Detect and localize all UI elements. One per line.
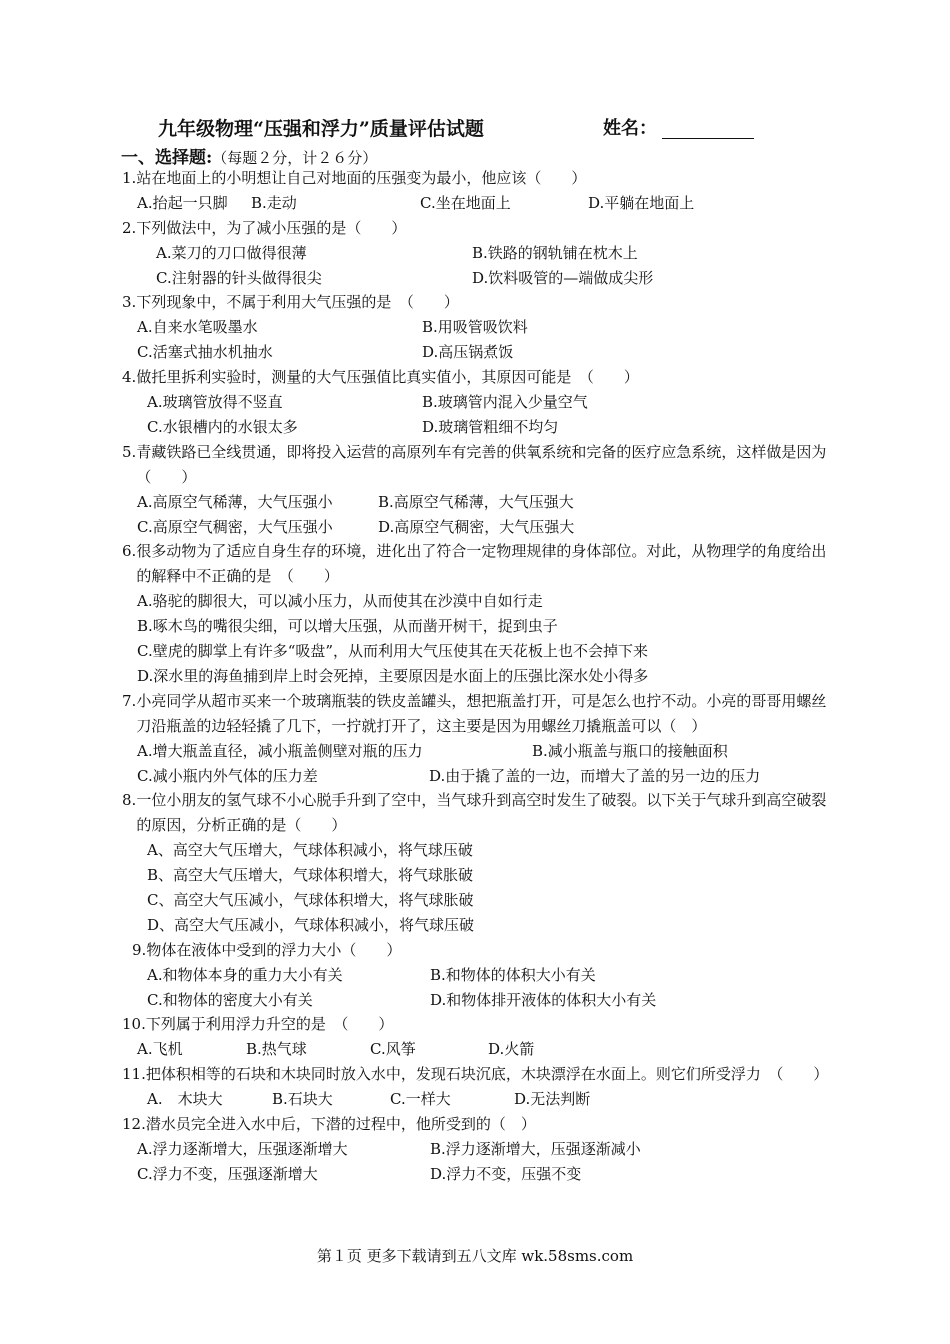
question-number: 11.	[122, 1065, 146, 1084]
option-d: D.高原空气稠密，大气压强大	[378, 517, 575, 536]
question-text: 物体在液体中受到的浮力大小（ ）	[146, 940, 402, 959]
name-label: 姓名：	[603, 118, 657, 139]
option-d: D.由于撬了盖的一边，而增大了盖的另一边的压力	[429, 766, 761, 785]
option-c: C.和物体的密度大小有关	[147, 990, 313, 1009]
page-title: 九年级物理“压强和浮力”质量评估试题	[158, 118, 484, 140]
option-b: B.走动	[251, 193, 297, 212]
option-c: C.一样大	[390, 1090, 451, 1109]
option-b: B.高原空气稀薄，大气压强大	[378, 492, 574, 511]
option-a: A.飞机	[137, 1040, 183, 1059]
option-a: A.浮力逐渐增大，压强逐渐增大	[137, 1139, 348, 1158]
question-text: 一位小朋友的氢气球不小心脱手升到了空中，当气球升到高空时发生了破裂。以下关于气球升到高空破裂的原因，分析正确的是（ ）	[136, 791, 827, 835]
option-b: B.热气球	[246, 1040, 307, 1059]
option-d: D.和物体排开液体的体积大小有关	[430, 990, 657, 1009]
option-a: A.高原空气稀薄，大气压强小	[137, 492, 333, 511]
option-a: A.抬起一只脚	[137, 193, 228, 212]
question-number: 5.	[122, 442, 137, 461]
option-d: D.深水里的海鱼捕到岸上时会死掉，主要原因是水面上的压强比深水处小得多	[137, 666, 649, 685]
option-a: A. 木块大	[147, 1090, 223, 1109]
question-1	[122, 166, 838, 216]
question-number: 9.	[132, 940, 147, 959]
option-c: C、高空大气压减小，气球体积增大，将气球胀破	[147, 891, 474, 910]
question-number: 2.	[122, 218, 137, 237]
option-b: B.减小瓶盖与瓶口的接触面积	[532, 741, 728, 760]
option-d: D.浮力不变，压强不变	[430, 1164, 582, 1183]
question-text: 下列做法中，为了减小压强的是（ ）	[136, 218, 407, 237]
question-text: 做托里拆利实验时，测量的大气压强值比真实值小，其原因可能是 （ ）	[136, 368, 639, 387]
question-10	[122, 1012, 838, 1062]
question-number: 1.	[122, 169, 137, 187]
question-text: 小亮同学从超市买来一个玻璃瓶装的铁皮盖罐头，想把瓶盖打开，可是怎么也拧不动。小亮的哥哥用螺丝刀沿瓶盖的边轻轻撬了几下，一拧就打开了，这主要是因为用螺丝刀撬瓶盖可以（ ）	[136, 691, 827, 735]
question-9	[122, 938, 838, 1013]
question-number: 4.	[122, 368, 137, 387]
option-b: B.用吸管吸饮料	[422, 318, 528, 337]
question-text: 把体积相等的石块和木块同时放入水中，发现石块沉底，木块漂浮在水面上。则它们所受浮力 （ ）	[145, 1065, 829, 1084]
question-text: 站在地面上的小明想让自己对地面的压强变为最小，他应该（ ）	[136, 169, 587, 187]
option-d: D.平躺在地面上	[588, 193, 695, 212]
option-b: B.和物体的体积大小有关	[430, 965, 596, 984]
section-header	[121, 143, 377, 168]
page-footer: 第１页 更多下载请到五八文库 wk.58sms.com	[316, 1247, 634, 1265]
question-number: 7.	[122, 691, 137, 710]
option-c: C.高原空气稠密，大气压强小	[137, 517, 333, 536]
option-c: C.减小瓶内外气体的压力差	[137, 766, 318, 785]
option-a: A.增大瓶盖直径，减小瓶盖侧壁对瓶的压力	[137, 741, 423, 760]
option-c: C.壁虎的脚掌上有许多“吸盘”，从而利用大气压使其在天花板上也不会掉下来	[137, 642, 649, 661]
option-b: B.浮力逐渐增大，压强逐渐减小	[430, 1139, 641, 1158]
question-3	[122, 290, 838, 365]
option-d: D.无法判断	[514, 1090, 591, 1109]
question-text: 潜水员完全进入水中后，下潜的过程中，他所受到的（ ）	[145, 1115, 536, 1134]
question-2	[122, 216, 838, 291]
question-7	[122, 689, 838, 789]
option-c: C.风筝	[370, 1040, 416, 1059]
option-c: C.注射器的针头做得很尖	[156, 268, 322, 287]
question-number: 3.	[122, 293, 137, 312]
question-6	[122, 539, 838, 688]
option-a: A.自来水笔吸墨水	[137, 318, 258, 337]
section-note: （每题２分，计２６分）	[212, 149, 378, 167]
title-row	[0, 114, 950, 142]
question-number: 6.	[122, 542, 137, 561]
option-a: A.菜刀的刀口做得很薄	[156, 243, 307, 262]
option-c: C.坐在地面上	[420, 193, 511, 212]
section-heading: 一、选择题:	[121, 148, 213, 168]
question-8	[122, 788, 838, 937]
option-b: B.铁路的钢轨铺在枕木上	[472, 243, 638, 262]
question-number: 8.	[122, 791, 137, 810]
question-12	[122, 1112, 838, 1187]
option-b: B.石块大	[272, 1090, 333, 1109]
option-d: D.火箭	[488, 1040, 535, 1059]
option-d: D、高空大气压减小，气球体积减小，将气球压破	[147, 915, 475, 934]
option-b: B.啄木鸟的嘴很尖细，可以增大压强，从而凿开树干，捉到虫子	[137, 617, 558, 636]
question-11	[122, 1062, 838, 1112]
option-d: D.玻璃管粗细不均匀	[422, 417, 559, 436]
question-text: 很多动物为了适应自身生存的环境，进化出了符合一定物理规律的身体部位。对此，从物理学的角度给出的解释中不正确的是 （ ）	[136, 542, 827, 586]
option-c: C.水银槽内的水银太多	[147, 417, 298, 436]
question-text: 下列现象中，不属于利用大气压强的是 （ ）	[136, 293, 459, 312]
option-b: B、高空大气压增大，气球体积增大，将气球胀破	[147, 866, 474, 885]
option-d: D.饮料吸管的—端做成尖形	[472, 268, 654, 287]
question-number: 10.	[122, 1015, 146, 1034]
option-a: A.骆驼的脚很大，可以减小压力，从而使其在沙漠中自如行走	[137, 592, 543, 611]
question-text: 青藏铁路已全线贯通，即将投入运营的高原列车有完善的供氧系统和完备的医疗应急系统，这样做是因为（ ）	[136, 442, 827, 486]
question-4	[122, 365, 838, 440]
option-b: B.玻璃管内混入少量空气	[422, 393, 588, 412]
name-blank-line	[662, 138, 754, 139]
option-d: D.高压锅煮饭	[422, 343, 514, 362]
option-c: C.浮力不变，压强逐渐增大	[137, 1164, 318, 1183]
question-number: 12.	[122, 1115, 146, 1134]
question-5	[122, 440, 838, 540]
option-a: A.和物体本身的重力大小有关	[147, 965, 343, 984]
option-c: C.活塞式抽水机抽水	[137, 343, 273, 362]
question-list	[122, 166, 838, 1187]
question-text: 下列属于利用浮力升空的是 （ ）	[145, 1015, 394, 1034]
option-a: A、高空大气压增大，气球体积减小，将气球压破	[147, 841, 473, 860]
option-a: A.玻璃管放得不竖直	[147, 393, 283, 412]
